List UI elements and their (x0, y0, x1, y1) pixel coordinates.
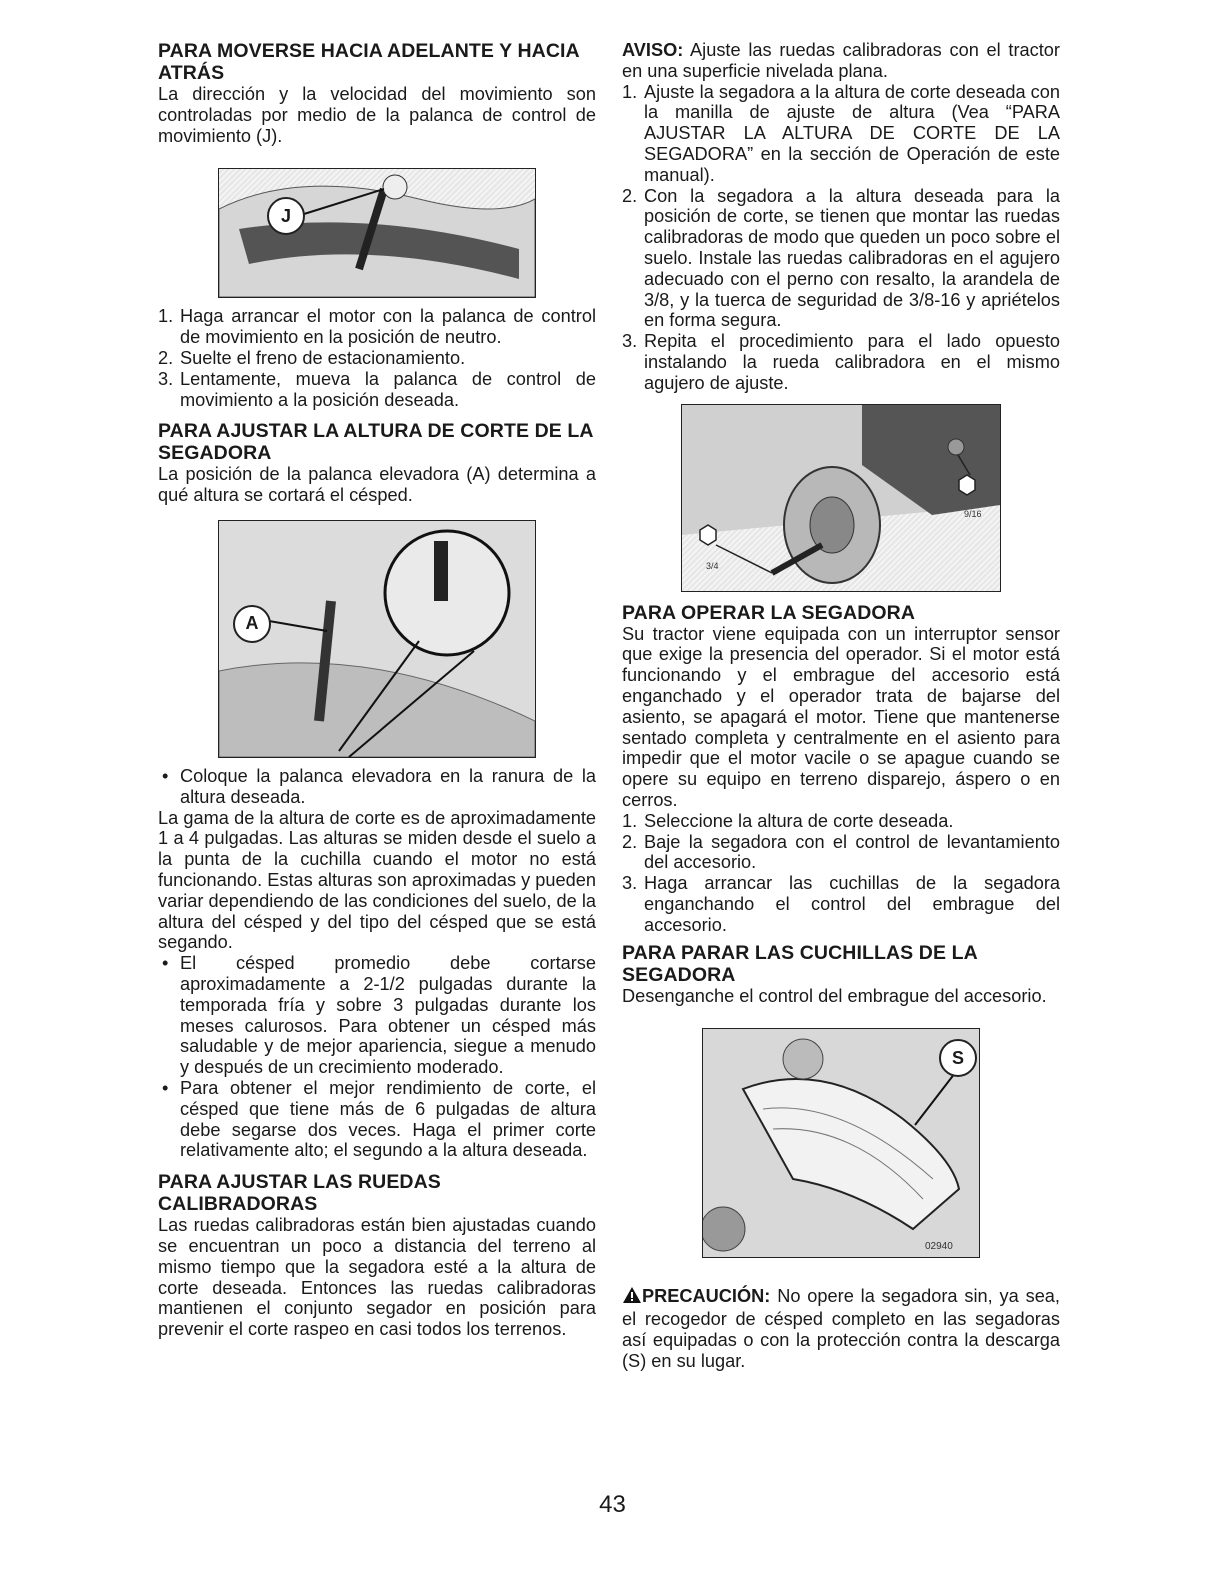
list-item: 3. Lentamente, mueva la palanca de control de movimiento a la posición deseada. (158, 368, 596, 410)
bullet-list-lever (158, 766, 596, 808)
wrench-size-label: 9/16 (964, 508, 982, 519)
list-item: 1. Seleccione la altura de corte deseada. (622, 810, 954, 831)
paragraph-disengage: Desenganche el control del embrague del accesorio. (622, 985, 1047, 1006)
notice-label: AVISO: (622, 40, 684, 60)
paragraph-motion-control: La dirección y la velocidad del movimiento son controladas por medio de la palanca de control de movimiento (J). (158, 84, 596, 146)
bullet-list-tips (158, 953, 596, 1161)
list-item: 1. Ajuste la segadora a la altura de corte deseada con la manilla de ajuste de altura (Vea “PARA AJUSTAR LA ALTURA DE CORTE DE LA SEGADORA” en la sección de Operación de este manual). (622, 81, 1060, 185)
caution-paragraph: PRECAUCIÓN: No opere la segadora sin, ya sea, el recogedor de césped completo en las segadoras así equipadas o con la protección contra la descarga (S) en su lugar. (622, 1286, 1060, 1371)
wrench-size-label: 3/4 (706, 560, 719, 571)
figure-code: 02940 (925, 1241, 953, 1253)
list-item: 2. Suelte el freno de estacionamiento. (158, 347, 466, 368)
callout-s: S (939, 1039, 977, 1077)
list-item: 2. Con la segadora a la altura deseada para la posición de corte, se tienen que montar las ruedas calibradoras de modo que queden un poco sobre el suelo. Instale las ruedas calibradoras en el agujero adecuado con el perno con resalto, la arandela de 3/8, y la tuerca de seguridad de 3/8-16 y apriételos en forma segura. (622, 185, 1060, 331)
figure-lift-lever (218, 520, 536, 758)
lever-illustration (219, 169, 535, 297)
list-item: 3. Repita el procedimiento para el lado opuesto instalando la rueda calibradora en el mismo agujero de ajuste. (622, 331, 1060, 393)
lift-lever-illustration (219, 521, 535, 757)
steps-operate (622, 811, 1060, 936)
steps-gauge-wheels (622, 82, 1060, 394)
list-item: • Coloque la palanca elevadora en la ranura de la altura deseada. (162, 765, 596, 807)
list-item: • El césped promedio debe cortarse aproximadamente a 2-1/2 pulgadas durante la temporada fría y sobre 3 pulgadas durante los meses calurosos. Para obtener un césped más saludable y de mejor apariencia, siegue a menudo y después de un crecimiento moderado. (162, 953, 596, 1078)
discharge-chute-illustration (703, 1029, 979, 1257)
figure-motion-control-lever (218, 168, 536, 298)
right-column (622, 40, 1060, 1371)
list-item: 3. Haga arrancar las cuchillas de la segadora enganchando el control del embrague del accesorio. (622, 873, 1060, 935)
paragraph-gauge-wheels: Las ruedas calibradoras están bien ajustadas cuando se encuentran un poco a distancia del terreno al mismo tiempo que la segadora esté a la altura de corte deseada. Entonces las ruedas calibradoras mantienen el conjunto segador en posición para prevenir el corte raspeo en casi todos los terrenos. (158, 1215, 596, 1340)
paragraph-cut-range: La gama de la altura de corte es de aproximadamente 1 a 4 pulgadas. Las alturas se miden desde el suelo a la punta de la cuchilla cuando el motor no está funcionando. Estas alturas son aproximadas y pueden variar dependiendo de las condiciones del suelo, de la altura del césped y del tipo del césped que se está segando. (158, 807, 596, 953)
steps-motion-list (158, 306, 596, 410)
heading-cut-height: PARA AJUSTAR LA ALTURA DE CORTE DE LA SEGADORA (158, 420, 593, 465)
list-item: 1. Haga arrancar el motor con la palanca de control de movimiento en la posición de neutro. (158, 306, 596, 348)
paragraph-operator-sensor: Su tractor viene equipada con un interruptor sensor que exige la presencia del operador. Si el motor está funcionando y el embrague del accesorio está enganchado y el operador trata de bajarse del asiento, se apagará el motor. Tiene que mantenerse sentado completa y centralmente en el asiento para impedir que el motor vacile o se apague cuando se opere su equipo en terreno disparejo, áspero o en cerros. (622, 623, 1060, 810)
heading-gauge-wheels: PARA AJUSTAR LAS RUEDAS CALIBRADORAS (158, 1171, 441, 1216)
list-item: • Para obtener el mejor rendimiento de corte, el césped que tiene más de 6 pulgadas de altura debe segarse dos veces. Haga el primer corte relativamente alto; el segundo a la altura deseada. (162, 1077, 596, 1161)
callout-j: J (267, 197, 305, 235)
figure-discharge-chute (702, 1028, 980, 1258)
warning-triangle-icon (622, 1286, 642, 1309)
page-number: 43 (599, 1491, 626, 1518)
figure-gauge-wheel (681, 404, 1001, 592)
notice-paragraph: AVISO: Ajuste las ruedas calibradoras con el tractor en una superficie nivelada plana. (622, 40, 1060, 81)
list-item: 2. Baje la segadora con el control de levantamiento del accesorio. (622, 831, 1060, 873)
paragraph-lift-lever: La posición de la palanca elevadora (A) determina a qué altura se cortará el césped. (158, 464, 596, 506)
heading-forward-backward: PARA MOVERSE HACIA ADELANTE Y HACIA ATRÁS (158, 40, 579, 84)
heading-stop-blades: PARA PARAR LAS CUCHILLAS DE LA SEGADORA (622, 941, 978, 986)
callout-a: A (233, 605, 271, 643)
gauge-wheel-illustration (682, 405, 1000, 591)
left-column (158, 40, 596, 1340)
caution-label: PRECAUCIÓN: (642, 1286, 771, 1307)
heading-operate-mower: PARA OPERAR LA SEGADORA (622, 601, 916, 624)
